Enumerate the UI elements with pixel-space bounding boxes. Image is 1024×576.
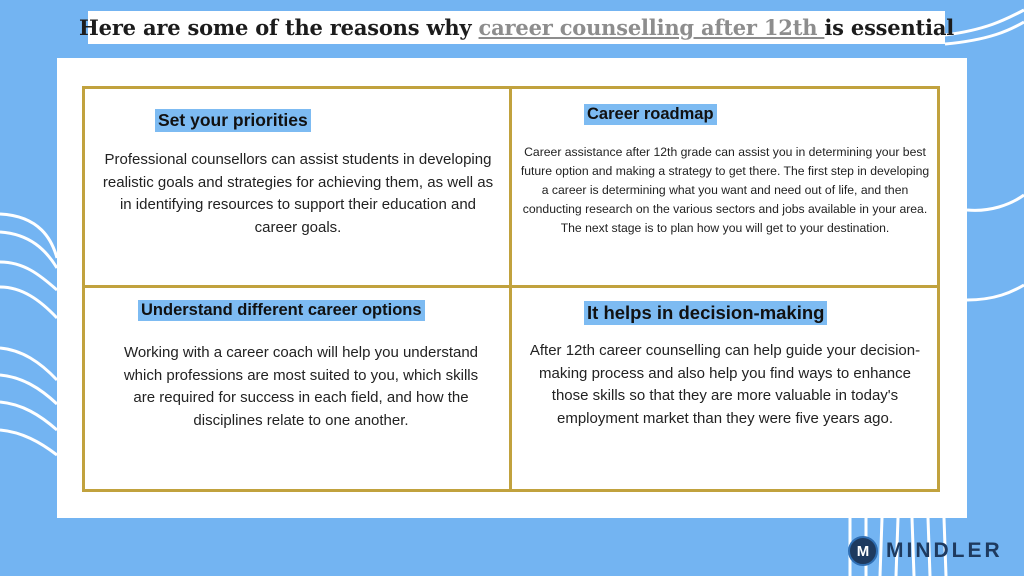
reason-cell-roadmap	[512, 89, 937, 288]
title-prefix: Here are some of the reasons why	[79, 15, 479, 40]
career-counselling-link[interactable]: career counselling after 12th	[478, 15, 825, 40]
page-title	[79, 15, 954, 40]
logo-badge-icon: M	[848, 536, 878, 566]
reason-body: Career assistance after 12th grade can assist you in determining your best future option and making a strategy to get there. The first step in developing a career is determining what you want and need out of life, and then conducting research on the various sectors and jobs available in your area. The next stage is to plan how you will get to your destination.	[520, 145, 930, 235]
reason-heading: Understand different career options	[138, 300, 425, 321]
reason-cell-decision-making	[512, 288, 937, 489]
reason-heading: It helps in decision-making	[584, 301, 827, 325]
reason-heading: Set your priorities	[155, 109, 311, 132]
title-suffix: is essential	[824, 15, 954, 40]
reason-body: Working with a career coach will help you understand which professions are most suited to you, which skills are required for success in each field, and how the disciplines relate to one another.	[123, 344, 479, 429]
reason-cell-priorities	[85, 89, 512, 288]
reason-body: After 12th career counselling can help guide your decision-making process and also help you find ways to enhance those skills so that they are more valuable in today's employment market than they were five years ago.	[529, 342, 921, 427]
reason-cell-career-options	[85, 288, 512, 489]
reasons-grid	[82, 86, 940, 492]
reason-heading: Career roadmap	[584, 104, 717, 125]
title-banner	[79, 11, 954, 44]
reason-body: Professional counsellors can assist students in developing realistic goals and strategies for achieving them, as well as in identifying resources to support their education and career goals.	[102, 151, 494, 236]
mindler-logo[interactable]	[848, 536, 1003, 566]
logo-wordmark: MINDLER	[886, 539, 1003, 562]
